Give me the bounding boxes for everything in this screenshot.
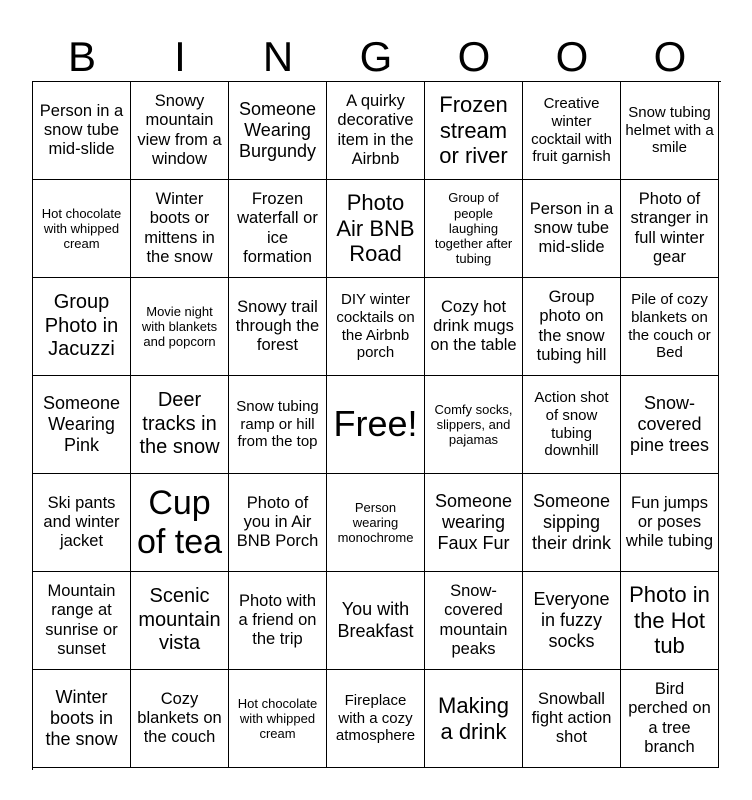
bingo-cell: [131, 376, 229, 474]
cell-text: Person wearing monochrome: [337, 499, 414, 546]
bingo-cell: [621, 670, 719, 768]
bingo-cell: [523, 82, 621, 180]
bingo-cell: [523, 278, 621, 376]
bingo-cell: [327, 82, 425, 180]
cell-text: Frozen stream or river: [439, 91, 508, 169]
bingo-cell: [229, 180, 327, 278]
cell-text: Making a drink: [438, 692, 509, 744]
bingo-cell: [425, 474, 523, 572]
cell-text: Fun jumps or poses while tubing: [625, 493, 714, 551]
cell-text: Free!: [333, 403, 418, 445]
bingo-cell: [523, 376, 621, 474]
cell-text: Group of people laughing together after tubing: [434, 190, 513, 267]
free-space: [327, 376, 425, 474]
bingo-cell: [621, 278, 719, 376]
bingo-cell: [523, 474, 621, 572]
cell-text: Snowy trail through the forest: [235, 297, 320, 355]
cell-text: Cup of tea: [136, 484, 223, 561]
cell-text: Cozy blankets on the couch: [137, 689, 222, 747]
bingo-cell: [229, 82, 327, 180]
bingo-cell: [523, 572, 621, 670]
bingo-cell: [425, 180, 523, 278]
bingo-cell: [621, 82, 719, 180]
header-letter: O: [457, 33, 491, 80]
bingo-cell: [327, 474, 425, 572]
cell-text: Person in a snow tube mid-slide: [529, 199, 614, 257]
cell-text: Someone Wearing Pink: [42, 392, 121, 456]
bingo-cell: [229, 572, 327, 670]
bingo-cell: [131, 474, 229, 572]
bingo-cell: [33, 474, 131, 572]
cell-text: Hot chocolate with whipped cream: [41, 205, 122, 252]
bingo-cell: [425, 572, 523, 670]
cell-text: Winter boots or mittens in the snow: [144, 189, 215, 266]
cell-text: Comfy socks, slippers, and pajamas: [434, 401, 513, 448]
cell-text: Someone wearing Faux Fur: [434, 490, 513, 554]
cell-text: Frozen waterfall or ice formation: [237, 189, 318, 266]
cell-text: Photo in the Hot tub: [629, 581, 710, 659]
bingo-cell: [229, 376, 327, 474]
bingo-header: [33, 32, 719, 82]
cell-text: Snowball fight action shot: [531, 689, 612, 747]
bingo-cell: [327, 572, 425, 670]
bingo-cell: [327, 180, 425, 278]
bingo-cell: [425, 670, 523, 768]
bingo-cell: [425, 82, 523, 180]
bingo-cell: [229, 474, 327, 572]
bingo-cell: [523, 180, 621, 278]
cell-text: You with Breakfast: [337, 599, 414, 641]
header-letter: G: [359, 33, 393, 80]
cell-text: Hot chocolate with whipped cream: [237, 695, 318, 742]
bingo-grid: [32, 81, 721, 770]
cell-text: Scenic mountain vista: [138, 585, 221, 655]
bingo-cell: [131, 180, 229, 278]
cell-text: Cozy hot drink mugs on the table: [430, 297, 517, 355]
bingo-cell: [327, 278, 425, 376]
cell-text: Winter boots in the snow: [45, 686, 118, 750]
header-letter: B: [67, 33, 96, 80]
bingo-cell: [229, 670, 327, 768]
bingo-cell: [33, 278, 131, 376]
cell-text: Deer tracks in the snow: [139, 389, 220, 459]
bingo-cell: [229, 278, 327, 376]
cell-text: Everyone in fuzzy socks: [533, 588, 610, 652]
cell-text: Someone Wearing Burgundy: [238, 98, 317, 162]
cell-text: Group photo on the snow tubing hill: [536, 287, 607, 364]
bingo-cell: [131, 572, 229, 670]
cell-text: Pile of cozy blankets on the couch or Bed: [628, 291, 711, 362]
cell-text: Creative winter cocktail with fruit garnish: [531, 95, 612, 166]
header-letter: N: [262, 33, 294, 80]
cell-text: Snow-covered mountain peaks: [439, 581, 508, 658]
cell-text: Fireplace with a cozy atmosphere: [335, 692, 416, 745]
cell-text: Photo with a friend on the trip: [238, 591, 317, 649]
cell-text: Person in a snow tube mid-slide: [39, 101, 124, 159]
cell-text: Movie night with blankets and popcorn: [141, 303, 218, 350]
cell-text: Ski pants and winter jacket: [43, 493, 120, 551]
bingo-cell: [33, 572, 131, 670]
bingo-cell: [523, 670, 621, 768]
bingo-cell: [33, 180, 131, 278]
cell-text: Photo of you in Air BNB Porch: [236, 493, 319, 551]
bingo-cell: [131, 670, 229, 768]
bingo-cell: [621, 474, 719, 572]
cell-text: A quirky decorative item in the Airbnb: [337, 91, 414, 168]
bingo-cell: [33, 82, 131, 180]
cell-text: Group Photo in Jacuzzi: [44, 291, 119, 361]
cell-text: Bird perched on a tree branch: [628, 679, 711, 756]
cell-text: Snowy mountain view from a window: [137, 91, 222, 168]
cell-text: Mountain range at sunrise or sunset: [45, 581, 118, 658]
bingo-cell: [425, 278, 523, 376]
cell-text: Snow-covered pine trees: [629, 392, 710, 456]
cell-text: Snow tubing helmet with a smile: [625, 104, 714, 157]
bingo-cell: [131, 82, 229, 180]
bingo-cell: [327, 670, 425, 768]
cell-text: Photo of stranger in full winter gear: [630, 189, 709, 266]
cell-text: Action shot of snow tubing downhill: [534, 389, 609, 460]
header-letter: O: [653, 33, 687, 80]
header-letter: O: [555, 33, 589, 80]
bingo-cell: [425, 376, 523, 474]
cell-text: Photo Air BNB Road: [336, 189, 415, 267]
bingo-cell: [33, 670, 131, 768]
bingo-cell: [621, 376, 719, 474]
bingo-cell: [33, 376, 131, 474]
header-letter: I: [174, 33, 186, 80]
bingo-cell: [621, 180, 719, 278]
bingo-cell: [131, 278, 229, 376]
cell-text: DIY winter cocktails on the Airbnb porch: [336, 291, 415, 362]
cell-text: Snow tubing ramp or hill from the top: [236, 398, 319, 451]
cell-text: Someone sipping their drink: [531, 490, 612, 554]
bingo-cell: [621, 572, 719, 670]
